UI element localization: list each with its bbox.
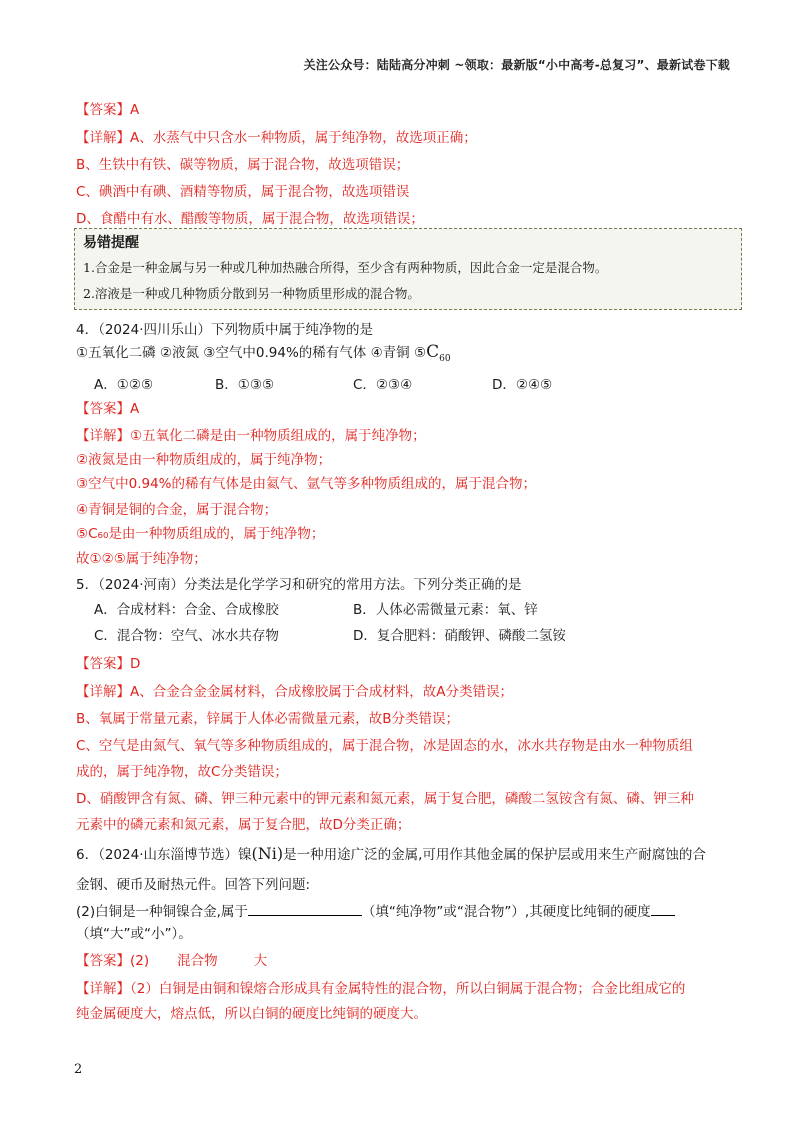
q4-detail-3: ③空气中0.94%的稀有气体是由氦气、氩气等多种物质组成的，属于混合物； <box>76 476 536 492</box>
q6-stem-a: 6．（2024·山东淄博节选）镍 <box>76 847 252 863</box>
answer-blank-2[interactable] <box>651 903 675 916</box>
q4-option-d: D．②④⑤ <box>492 377 553 393</box>
answer-blank-1[interactable] <box>248 903 362 916</box>
q4-detail-5: ⑤C₆₀是由一种物质组成的，属于纯净物； <box>76 526 325 542</box>
q4-answer: 【答案】A <box>76 401 140 417</box>
q6-detail-2: 纯金属硬度大，熔点低，所以白铜的硬度比纯铜的硬度大。 <box>76 1006 427 1022</box>
nickel-symbol: (Ni) <box>251 844 284 863</box>
q3-detail-4: D、食醋中有水、醋酸等物质，属于混合物，故选项错误； <box>76 211 424 227</box>
error-tip-box <box>74 228 742 310</box>
q4-items-text: ①五氧化二磷 ②液氮 ③空气中0.94%的稀有气体 ④青铜 ⑤ <box>76 345 427 361</box>
q6-stem-b: 是一种用途广泛的金属,可用作其他金属的保护层或用来生产耐腐蚀的合 <box>283 847 706 863</box>
q5-detail-2: B、氧属于常量元素，锌属于人体必需微量元素，故B分类错误； <box>76 711 460 727</box>
page-header: 关注公众号：陆陆高分冲刺 ~领取：最新版“小中高考-总复习”、最新试卷下载 <box>303 58 730 72</box>
q5-answer: 【答案】D <box>76 656 141 672</box>
q3-detail-1: 【详解】A、水蒸气中只含水一种物质，属于纯净物，故选项正确； <box>76 130 477 146</box>
q5-stem: 5．（2024·河南）分类法是化学学习和研究的常用方法。下列分类正确的是 <box>76 577 522 593</box>
q6-stem-c: 金钢、硬币及耐热元件。回答下列问题: <box>76 877 311 893</box>
q6-sub-b: （填“纯净物”或“混合物”）,其硬度比纯铜的硬度 <box>361 904 651 920</box>
q4-detail-4: ④青铜是铜的合金，属于混合物； <box>76 502 278 518</box>
q6-subquestion <box>76 900 675 920</box>
q6-sub-c: （填“大”或“小”）。 <box>76 926 192 942</box>
q4-option-b: B．①③⑤ <box>215 377 275 393</box>
q6-answer-2: 大 <box>253 953 268 969</box>
c60-formula: $C_{60}$ <box>426 342 451 364</box>
tip-line-1: 1.合金是一种金属与另一种或几种加热融合所得，至少含有两种物质，因此合金一定是混合物。 <box>83 260 608 275</box>
q4-detail-1: 【详解】①五氧化二磷是由一种物质组成的，属于纯净物； <box>76 428 426 444</box>
q3-detail-3: C、碘酒中有碘、酒精等物质，属于混合物，故选项错误 <box>76 184 410 200</box>
tip-title: 易错提醒 <box>83 235 139 251</box>
q4-stem: 4．（2024·四川乐山）下列物质中属于纯净物的是 <box>76 322 373 338</box>
tip-line-2: 2.溶液是一种或几种物质分散到另一种物质里形成的混合物。 <box>83 286 420 301</box>
q5-detail-6: 元素中的磷元素和氮元素，属于复合肥，故D分类正确； <box>76 817 411 833</box>
q4-option-a: A．①②⑤ <box>94 377 154 393</box>
q5-detail-1: 【详解】A、合金合金金属材料，合成橡胶属于合成材料，故A分类错误； <box>76 684 513 700</box>
q6-answer-1: 混合物 <box>177 953 218 969</box>
q5-detail-3: C、空气是由氮气、氧气等多种物质组成的，属于混合物，冰是固态的水，冰水共存物是由水一种物质组 <box>76 738 693 754</box>
q4-option-c: C．②③④ <box>353 377 413 393</box>
q4-items <box>76 341 451 362</box>
q4-detail-6: 故①②⑤属于纯净物； <box>76 551 207 567</box>
q6-detail-1: 【详解】（2）白铜是由铜和镍熔合形成具有金属特性的混合物，所以白铜属于混合物；合金比组成它的 <box>76 981 686 997</box>
q5-detail-4: 成的，属于纯净物，故C分类错误； <box>76 764 288 780</box>
q5-detail-5: D、硝酸钾含有氮、磷、钾三种元素中的钾元素和氮元素，属于复合肥，磷酸二氢铵含有氮、磷、钾三种 <box>76 791 694 807</box>
q6-stem-line-1 <box>76 843 706 863</box>
page-number: 2 <box>74 1062 83 1077</box>
q3-detail-2: B、生铁中有铁、碳等物质，属于混合物，故选项错误； <box>76 157 410 173</box>
q5-option-c: C．混合物：空气、冰水共存物 <box>94 628 279 644</box>
q6-sub-a: (2)白铜是一种铜镍合金,属于 <box>76 904 248 920</box>
q3-answer: 【答案】A <box>76 102 140 118</box>
q5-option-a: A．合成材料：合金、合成橡胶 <box>94 602 279 618</box>
q6-answer <box>76 949 267 969</box>
q4-detail-2: ②液氮是由一种物质组成的，属于纯净物； <box>76 452 332 468</box>
q6-answer-label: 【答案】(2) <box>76 953 150 969</box>
q5-option-d: D．复合肥料：硝酸钾、磷酸二氢铵 <box>353 628 566 644</box>
q5-option-b: B．人体必需微量元素：氧、锌 <box>353 602 538 618</box>
